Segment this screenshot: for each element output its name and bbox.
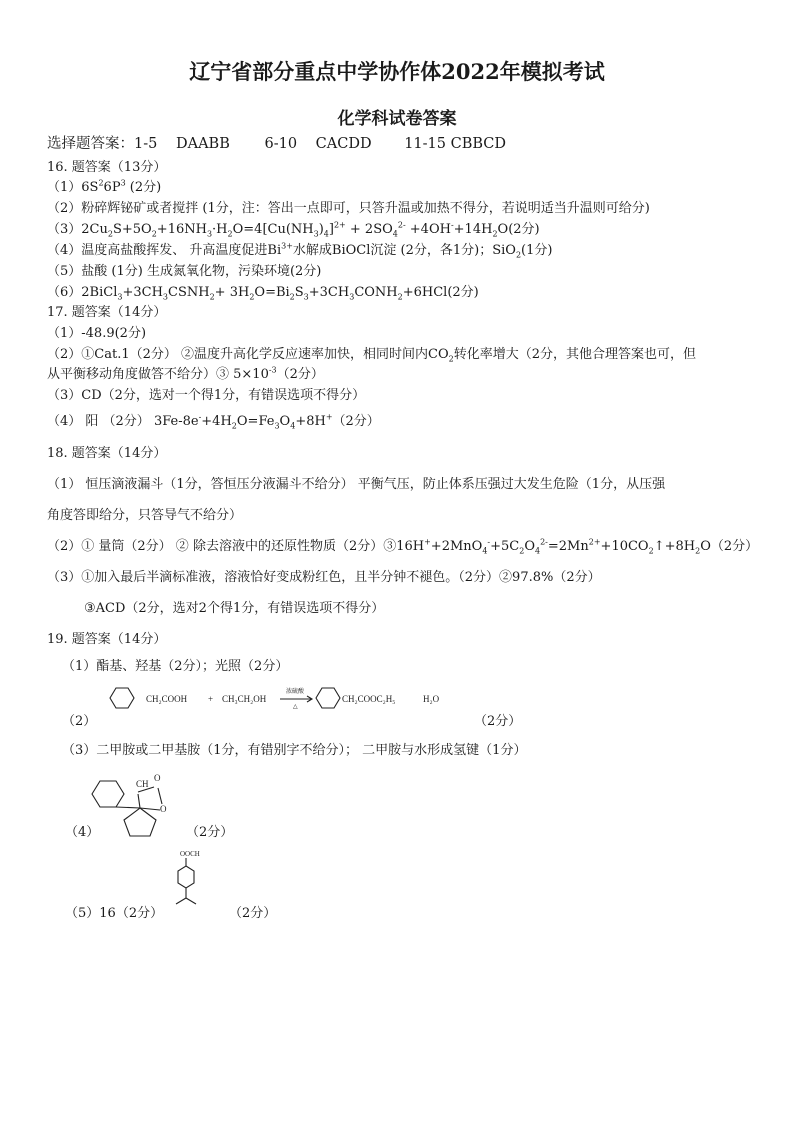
benzene-ring-reactant [110, 688, 134, 708]
structure-q19-5 [164, 848, 214, 914]
reaction-equation [100, 684, 490, 718]
q18-answer-3-line-1: （3）①加入最后半滴标准液，溶液恰好变成粉红色，且半分钟不褪色。（2分）②97.8%（2分） [47, 570, 601, 585]
mcq-group-2: CACDD [315, 136, 372, 152]
q16-answer-5: （5）盐酸 (1分) 生成氮氧化物，污染环境(2分) [47, 264, 322, 279]
q19-answer-1: （1）酯基、羟基（2分）；光照（2分） [62, 659, 289, 674]
reactant-acid: CH₂COOH [146, 694, 188, 704]
structure-q19-4 [88, 770, 198, 840]
plus-sign: + [208, 694, 214, 704]
q18-answer-1-line-1: （1） 恒压滴液漏斗（1分，答恒压分液漏斗不给分） 平衡气压，防止体系压强过大发生危险（1分，从压强 [47, 477, 666, 492]
page-subtitle: 化学科试卷答案 [337, 109, 457, 129]
atom-ch: CH [136, 779, 149, 789]
q19-answer-4-score: （2分） [186, 825, 234, 840]
benzene-ring [178, 866, 194, 888]
q19-answer-3: （3）二甲胺或二甲基胺（1分，有错别字不给分）； 二甲胺与水形成氢键（1分） [62, 743, 527, 758]
mcq-range-2: 6-10 [264, 136, 298, 152]
q16-heading: 16. 题答案（13分） [47, 160, 167, 175]
formate-group: OOCH [180, 850, 200, 858]
q17-answer-1: （1）-48.9(2分) [47, 326, 147, 341]
q16-answer-3: $(3)2Cu_2S+5O_2+16NH_3\cdot H_2O=4[Cu(NH_3)_4]^{2+} + 2SO_4^{2-} +4OH^-+14H_2O(2$分) [47, 220, 540, 239]
q18-heading: 18. 题答案（14分） [47, 446, 167, 461]
condition-heat: △ [293, 704, 298, 710]
product-water: H₂O [423, 694, 440, 704]
q16-answer-6: $(6)2BiCl_3+3CH_3CSNH_2+$ $3H_2O=Bi_2S_3+3CH_3CONH_2+6HCl(2$分) [47, 285, 479, 302]
q19-answer-5-score: （2分） [229, 906, 277, 921]
cyclopentane-ring [124, 808, 156, 836]
benzene-ring-product [316, 688, 340, 708]
product-ester: CH₂COOC₂H₅ [342, 694, 396, 704]
q17-heading: 17. 题答案（14分） [47, 305, 167, 320]
q17-answer-2-line-1: （2）①Cat.1（2分） ②温度升高化学反应速率加快，相同时间内$CO_2$转化率增大（2分，其他合理答案也可，但 [47, 347, 696, 364]
q16-answer-2: （2）粉碎辉铋矿或者搅拌 (1分，注：答出一点即可，只答升温或加热不得分，若说明适当升温则可给分) [47, 201, 650, 216]
q17-answer-3: （3）CD（2分，选对一个得1分，有错误选项不得分） [47, 388, 366, 403]
mcq-group-1: DAABB [175, 136, 230, 152]
mcq-label: 选择题答案：1-5 [47, 136, 158, 152]
q19-heading: 19. 题答案（14分） [47, 632, 167, 647]
q19-answer-5-label: （5）16（2分） [65, 906, 164, 921]
atom-o-1: O [154, 773, 161, 783]
q17-answer-4: （4） 阳 （2分） $3Fe-8e^-+4H_2O=Fe_3O_4+8H^+(2$分） [47, 412, 380, 431]
q18-answer-1-line-2: 角度答即给分，只答导气不给分） [47, 508, 243, 523]
q18-answer-2: （2）① 量筒（2分） ② 除去溶液中的还原性物质（2分）$③16H^++2MnO_4^-+5C_2O_4^{2-}=2Mn^{2+}+10CO_2↑+8H_2O(2$分） [47, 537, 759, 556]
benzene-ring [92, 781, 124, 807]
q16-answer-4: （4）温度高盐酸挥发、 升高温度促进$Bi^{3+}$水解成BiOCl沉淀 (2分，各1分)；SiO$_2$(1分) [47, 241, 553, 260]
atom-o-2: O [160, 804, 167, 814]
q17-answer-2-line-2: 从平衡移动角度做答不给分）③ $5\times 10^{-3}(2$分） [47, 365, 324, 382]
mcq-group-3: 11-15 CBBCD [404, 136, 506, 152]
reactant-ethanol: CH₃CH₂OH [222, 694, 267, 704]
q18-answer-3-line-2: ③ACD（2分，选对2个得1分，有错误选项不得分） [84, 601, 385, 616]
q16-answer-1: $(1)6S^26P^3$ (2分) [47, 178, 162, 195]
q19-answer-4-label: （4） [65, 825, 100, 840]
condition-catalyst: 浓硫酸 [286, 689, 305, 695]
q19-answer-2-score: （2分） [474, 714, 522, 729]
mcq-answers [47, 132, 506, 153]
page-title: 辽宁省部分重点中学协作体2022年模拟考试 [189, 59, 605, 84]
q19-answer-2-label: （2） [62, 714, 97, 729]
